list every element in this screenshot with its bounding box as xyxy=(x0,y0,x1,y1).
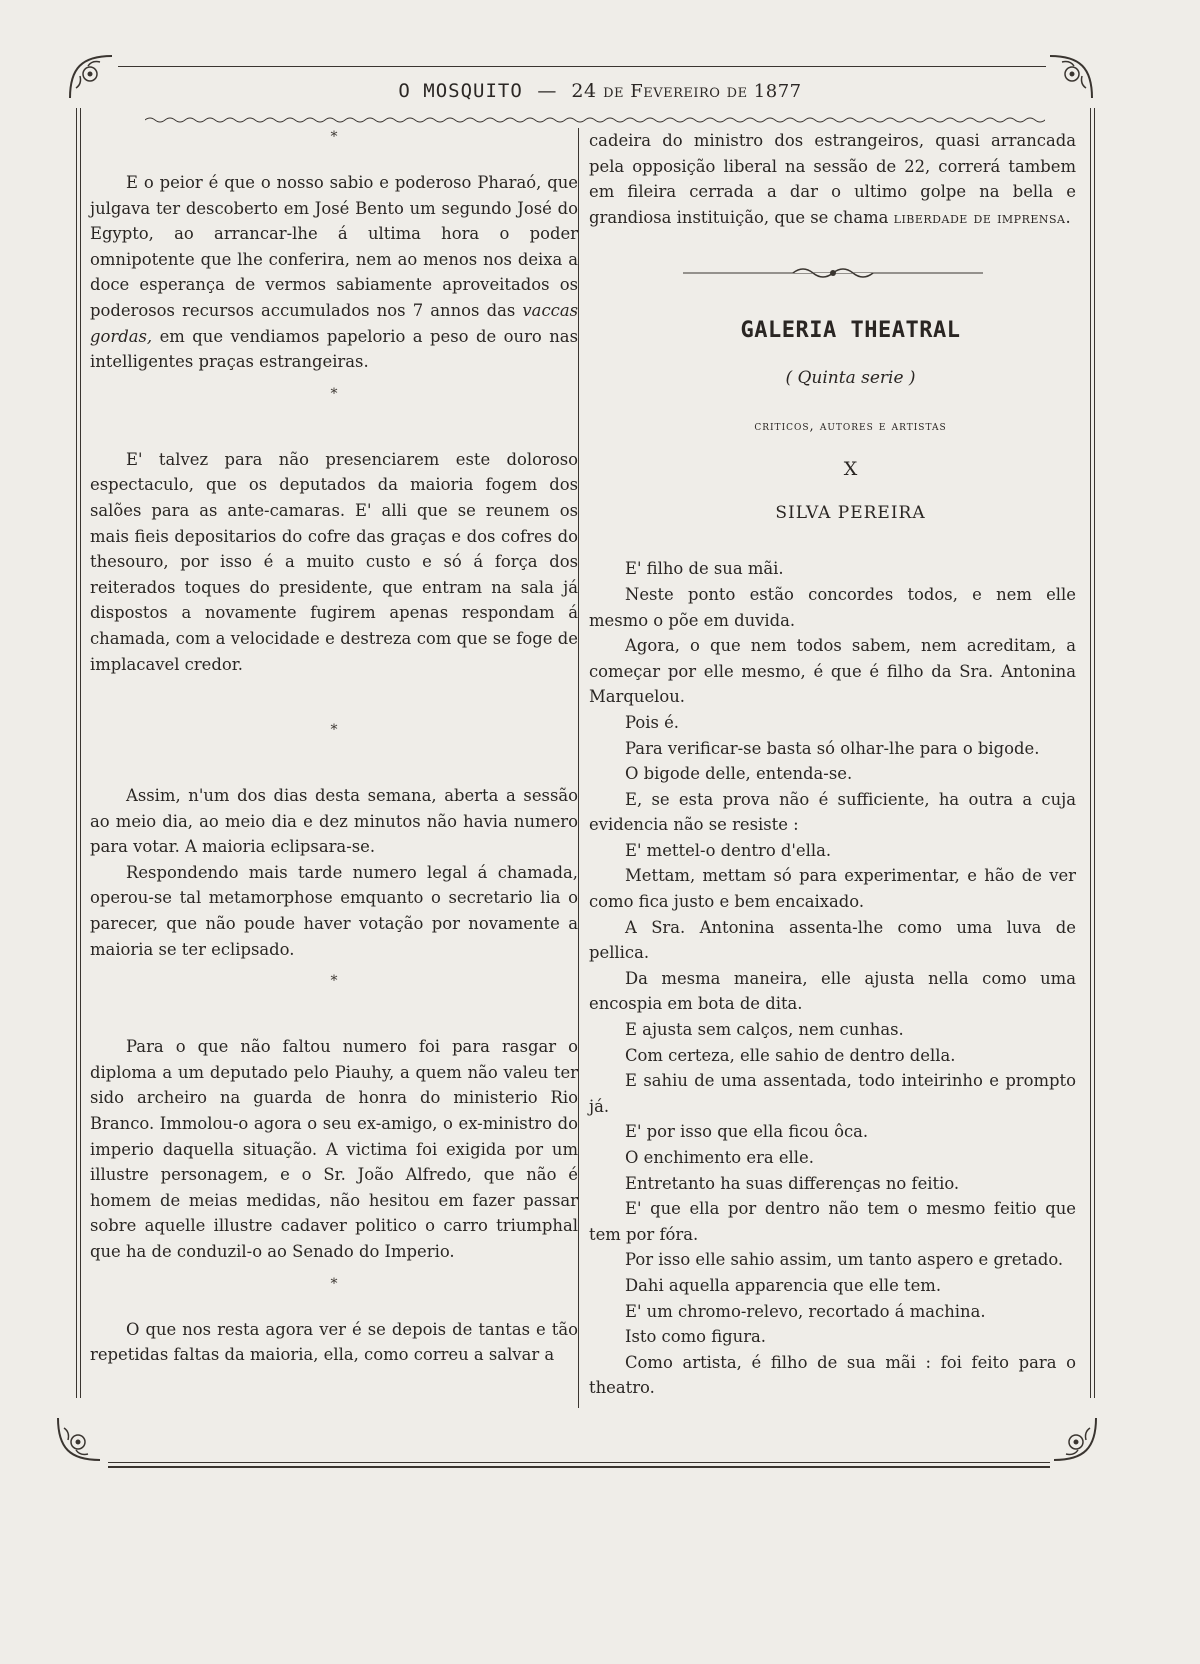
header-wavy-rule xyxy=(145,116,1045,124)
corner-ornament-icon xyxy=(50,1410,108,1468)
paragraph: Isto como figura. xyxy=(625,1327,767,1347)
frame-right-rule-inner xyxy=(1094,108,1095,1398)
paragraph: O que nos resta agora ver é se depois de tantas e tão repetidas faltas da maioria, ella, como correu a salvar a xyxy=(90,1319,578,1365)
left-column xyxy=(90,128,578,1393)
page-header xyxy=(0,80,1200,102)
paragraph: Mettam, mettam só para experimentar, e hão de ver como fica justo e bem encaixado. xyxy=(589,866,1076,912)
paragraph: Assim, n'um dos dias desta semana, aberta a sessão ao meio dia, ao meio dia e dez minutos não havia numero para votar. A maioria eclipsara-se. xyxy=(90,786,578,857)
frame-bottom-rule xyxy=(108,1462,1050,1463)
section-star: * xyxy=(330,973,338,990)
paragraph: E sahiu de uma assentada, todo inteirinho e prompto já. xyxy=(589,1071,1076,1116)
paragraph: E' talvez para não presenciarem este doloroso espectaculo, que os deputados da maioria fogem dos salões para as ante-camaras. E' alli que se reunem os mais fieis depositarios do cofre das graças e dos cofres do thesouro, por isso é a muito custo e só á força dos reiterados toques do presidente, que entram na sala já dispostos a novamente fugirem apenas respondam á chamada, com a velocidade e destreza com que se foge de implacavel credor. xyxy=(90,449,578,674)
corner-ornament-icon xyxy=(1046,1410,1104,1468)
frame-bottom-rule-inner xyxy=(108,1466,1050,1468)
section-numeral: X xyxy=(843,458,858,481)
paragraph: Para verificar-se basta só olhar-lhe para o bigode. xyxy=(625,738,1040,758)
paragraph: Como artista, é filho de sua mãi : foi feito para o theatro. xyxy=(589,1352,1076,1398)
paragraph: E, se esta prova não é sufficiente, ha outra a cuja evidencia não se resiste : xyxy=(589,789,1076,835)
paragraph: E' por isso que ella ficou ôca. xyxy=(625,1122,869,1142)
section-subtitle: ( Quinta serie ) xyxy=(785,367,916,388)
right-column xyxy=(589,128,1076,1398)
paragraph: E' que ella por dentro não tem o mesmo feitio que tem por fóra. xyxy=(589,1199,1076,1244)
paragraph: O bigode delle, entenda-se. xyxy=(625,764,853,784)
frame-right-rule xyxy=(1090,108,1091,1398)
paragraph: E' mettel-o dentro d'ella. xyxy=(625,840,832,860)
article-subject-name: SILVA PEREIRA xyxy=(775,502,926,523)
section-star: * xyxy=(330,1275,338,1292)
paragraph: Entretanto ha suas differenças no feitio. xyxy=(625,1173,960,1193)
section-subheading: criticos, autores e artistas xyxy=(754,418,947,434)
paragraph: Neste ponto estão concordes todos, e nem elle mesmo o põe em duvida. xyxy=(589,584,1076,630)
ornamental-divider-icon xyxy=(683,266,983,280)
paragraph: Por isso elle sahio assim, um tanto aspero e gretado. xyxy=(625,1250,1064,1270)
paragraph: Da mesma maneira, elle ajusta nella como uma encospia em bota de dita. xyxy=(589,968,1076,1014)
frame-top-rule xyxy=(118,66,1046,67)
column-divider xyxy=(578,128,579,1408)
masthead-title: O MOSQUITO xyxy=(398,80,523,102)
paragraph: A Sra. Antonina assenta-lhe como uma luva de pellica. xyxy=(589,917,1076,963)
section-title: GALERIA THEATRAL xyxy=(740,318,961,344)
paragraph: E ajusta sem calços, nem cunhas. xyxy=(625,1020,904,1040)
header-date-day: 24 xyxy=(571,80,597,102)
paragraph: E o peior é que o nosso sabio e poderoso Pharaó, que julgava ter descoberto em José Bento um segundo José do Egypto, ao arrancar-lhe á ultima hora o poder omnipotente que lhe conferira, nem ao menos nos deixa a doce esperança de vermos sabiamente aproveitados os poderosos recursos accumulados nos 7 annos das vaccas gordas, em que vendiamos papelorio a peso de ouro nas intelligentes praças estrangeiras. xyxy=(90,173,578,372)
header-dash: — xyxy=(537,80,557,102)
paragraph: E' um chromo-relevo, recortado á machina. xyxy=(625,1301,986,1321)
paragraph: cadeira do ministro dos estrangeiros, quasi arrancada pela opposição liberal na sessão de 22, correrá tambem em fileira cerrada a dar o ultimo golpe na bella e grandiosa instituição, que se chama liberdade de imprensa. xyxy=(589,131,1076,227)
paragraph: Para o que não faltou numero foi para rasgar o diploma a um deputado pelo Piauhy, a quem não valeu ter sido archeiro na guarda de honra do ministerio Rio Branco. Immolou-o agora o seu ex-amigo, o ex-ministro do imperio daquella situação. A victima foi exigida por um illustre personagem, e o Sr. João Alfredo, que não é homem de meias medidas, não hesitou em fazer passar sobre aquelle illustre cadaver politico o carro triumphal que ha de conduzil-o ao Senado do Imperio. xyxy=(90,1037,578,1261)
header-date-rest: de Fevereiro de 1877 xyxy=(603,81,802,102)
section-star: * xyxy=(330,722,338,739)
section-star: * xyxy=(330,385,338,402)
paragraph: Com certeza, elle sahio de dentro della. xyxy=(625,1045,956,1065)
paragraph: E' filho de sua mãi. xyxy=(625,559,784,579)
paragraph: Dahi aquella apparencia que elle tem. xyxy=(625,1275,942,1295)
frame-left-rule-inner xyxy=(80,108,81,1398)
section-star: * xyxy=(330,129,338,145)
paragraph: Pois é. xyxy=(625,712,680,732)
frame-left-rule xyxy=(76,108,77,1398)
paragraph: Respondendo mais tarde numero legal á chamada, operou-se tal metamorphose emquanto o secretario lia o parecer, que não poude haver votação por novamente a maioria se ter eclipsado. xyxy=(90,862,578,959)
paragraph: Agora, o que nem todos sabem, nem acreditam, a começar por elle mesmo, é que é filho da Sra. Antonina Marquelou. xyxy=(589,636,1076,707)
paragraph: O enchimento era elle. xyxy=(625,1148,814,1167)
